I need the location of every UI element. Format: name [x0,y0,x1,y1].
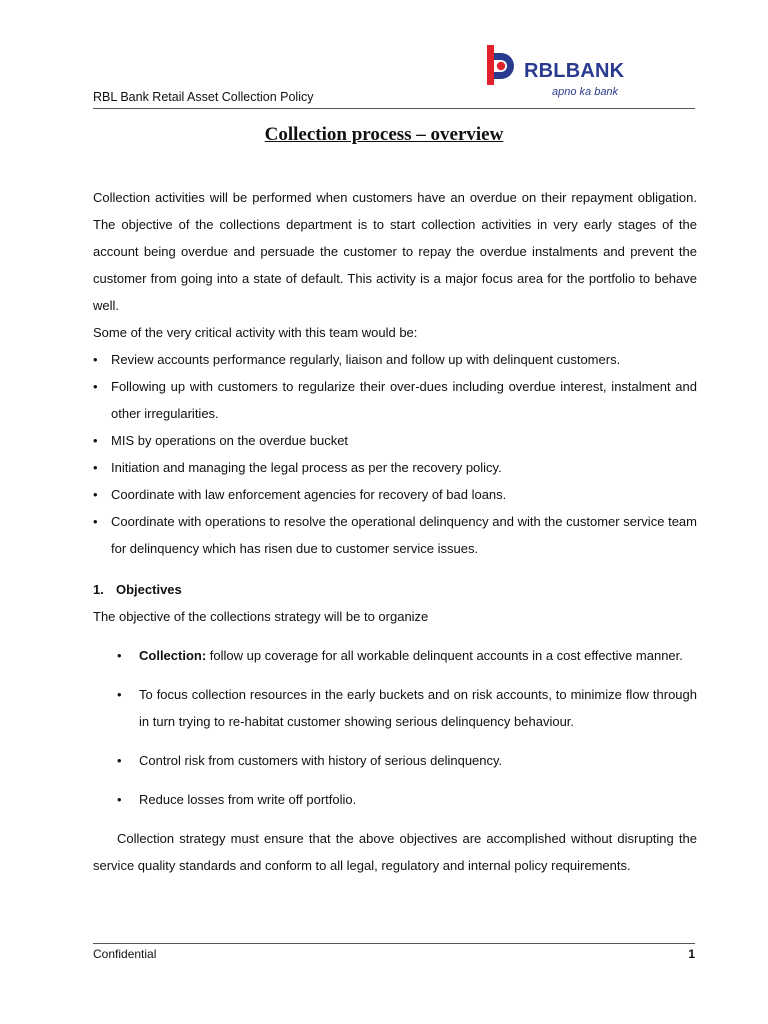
list-item: • Following up with customers to regularize their over-dues including overdue interest, instalment and other irregularities. [93,373,697,427]
objective-bold-label: Collection: [139,648,207,663]
list-item [93,642,697,669]
objective-text: Reduce losses from write off portfolio. [139,792,357,807]
page-number: 1 [688,947,695,961]
objective-text: Control risk from customers with history of serious delinquency. [139,753,503,768]
logo-tagline: apno ka bank [552,86,619,98]
document-title: Collection process – overview [264,124,504,145]
objectives-lead: The objective of the collections strategy will be to organize [93,609,429,624]
section-heading [93,576,697,603]
intro-paragraph: Collection activities will be performed when customers have an overdue on their repayment obligation. The objective of the collections department is to start collection activities in very early stages of the account being overdue and persuade the customer to repay the overdue instalments and prevent the customer from going into a state of default. This activity is a major focus area for the portfolio to behave well. [93,190,697,313]
critical-activities-list [93,346,697,562]
footer-divider [93,943,695,944]
objectives-list [93,642,697,813]
section-number: 1. [93,582,104,597]
document-body [93,184,697,879]
rbl-logo-mark-icon [486,45,522,87]
list-item [93,747,697,774]
critical-activities-lead: Some of the very critical activity with this team would be: [93,325,418,340]
rbl-bank-logo [486,45,636,103]
section-title: Objectives [116,582,182,597]
objective-text: follow up coverage for all workable delinquent accounts in a cost effective manner. [206,648,683,663]
list-item [93,786,697,813]
footer-confidential-label: Confidential [93,947,157,961]
objective-text: To focus collection resources in the early buckets and on risk accounts, to minimize flow through in turn trying to re-habitat customer showing serious delinquency behaviour. [139,687,697,729]
closing-paragraph: Collection strategy must ensure that the above objectives are accomplished without disrupting the service quality standards and conform to all legal, regulatory and internal policy requirements. [93,831,697,873]
list-item: • Coordinate with operations to resolve the operational delinquency and with the customer service team for delinquency which has risen due to customer service issues. [93,508,697,562]
list-item: • Review accounts performance regularly, liaison and follow up with delinquent customers. [93,346,697,373]
list-item: • MIS by operations on the overdue bucket [93,427,697,454]
header-title: RBL Bank Retail Asset Collection Policy [93,90,314,104]
list-item: • Initiation and managing the legal process as per the recovery policy. [93,454,697,481]
header-divider [93,108,695,109]
list-item [93,681,697,735]
logo-wordmark: RBLBANK [524,60,625,82]
list-item: • Coordinate with law enforcement agencies for recovery of bad loans. [93,481,697,508]
